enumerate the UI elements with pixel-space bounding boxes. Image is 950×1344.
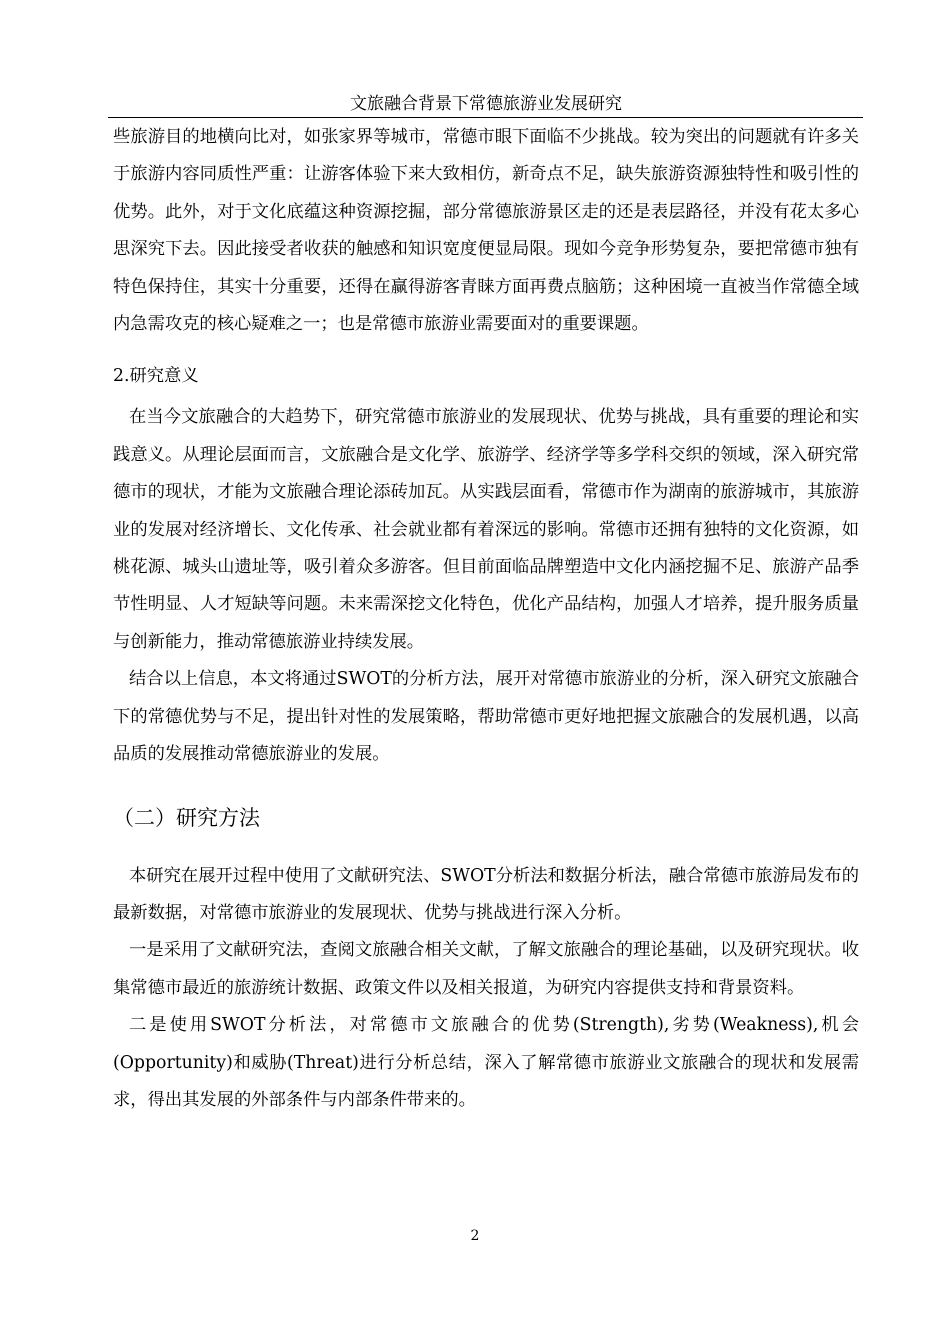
section-title-research-methods: （二）研究方法 bbox=[113, 805, 260, 830]
paragraph-swot-method: 二是使用SWOT分析法，对常德市文旅融合的优势(Strength),劣势(Weakness),机会(Opportunity)和威胁(Threat)进行分析总结，深入了解常德市旅游业文旅融合的现状和发展需求，得出其发展的外部条件与内部条件带来的。 bbox=[113, 1015, 859, 1110]
document-body bbox=[113, 119, 859, 1119]
page-header-title: 文旅融合背景下常德旅游业发展研究 bbox=[350, 94, 622, 114]
paragraph-literature-method: 一是采用了文献研究法，查阅文旅融合相关文献，了解文旅融合的理论基础，以及研究现状。收集常德市最近的旅游统计数据、政策文件以及相关报道，为研究内容提供支持和背景资料。 bbox=[113, 940, 859, 998]
paragraph-summary: 结合以上信息，本文将通过SWOT的分析方法，展开对常德市旅游业的分析，深入研究文旅融合下的常德优势与不足，提出针对性的发展策略，帮助常德市更好地把握文旅融合的发展机遇，以高品质的发展推动常德旅游业的发展。 bbox=[113, 669, 859, 765]
paragraph-significance: 在当今文旅融合的大趋势下，研究常德市旅游业的发展现状、优势与挑战，具有重要的理论和实践意义。从理论层面而言，文旅融合是文化学、旅游学、经济学等多学科交织的领域，深入研究常德市的现状，才能为文旅融合理论添砖加瓦。从实践层面看，常德市作为湖南的旅游城市，其旅游业的发展对经济增长、文化传承、社会就业都有着深远的影响。常德市还拥有独特的文化资源，如桃花源、城头山遗址等，吸引着众多游客。但目前面临品牌塑造中文化内涵挖掘不足、旅游产品季节性明显、人才短缺等问题。未来需深挖文化特色，优化产品结构，加强人才培养，提升服务质量与创新能力，推动常德旅游业持续发展。 bbox=[113, 407, 859, 652]
header-divider bbox=[108, 117, 863, 118]
paragraph-methods-intro: 本研究在展开过程中使用了文献研究法、SWOT分析法和数据分析法，融合常德市旅游局发布的最新数据，对常德市旅游业的发展现状、优势与挑战进行深入分析。 bbox=[113, 865, 859, 923]
page-number: 2 bbox=[470, 1228, 480, 1244]
subheading-research-significance: 2.研究意义 bbox=[113, 366, 199, 387]
paragraph-challenges: 些旅游目的地横向比对，如张家界等城市，常德市眼下面临不少挑战。较为突出的问题就有许多关于旅游内容同质性严重：让游客体验下来大致相仿，新奇点不足，缺失旅游资源独特性和吸引性的优势。此外，对于文化底蕴这种资源挖掘，部分常德旅游景区走的还是表层路径，并没有花太多心思深究下去。因此接受者收获的触感和知识宽度便显局限。现如今竞争形势复杂，要把常德市独有特色保持住，其实十分重要，还得在赢得游客青睐方面再费点脑筋；这种困境一直被当作常德全域内急需攻克的核心疑难之一；也是常德市旅游业需要面对的重要课题。 bbox=[113, 127, 859, 335]
